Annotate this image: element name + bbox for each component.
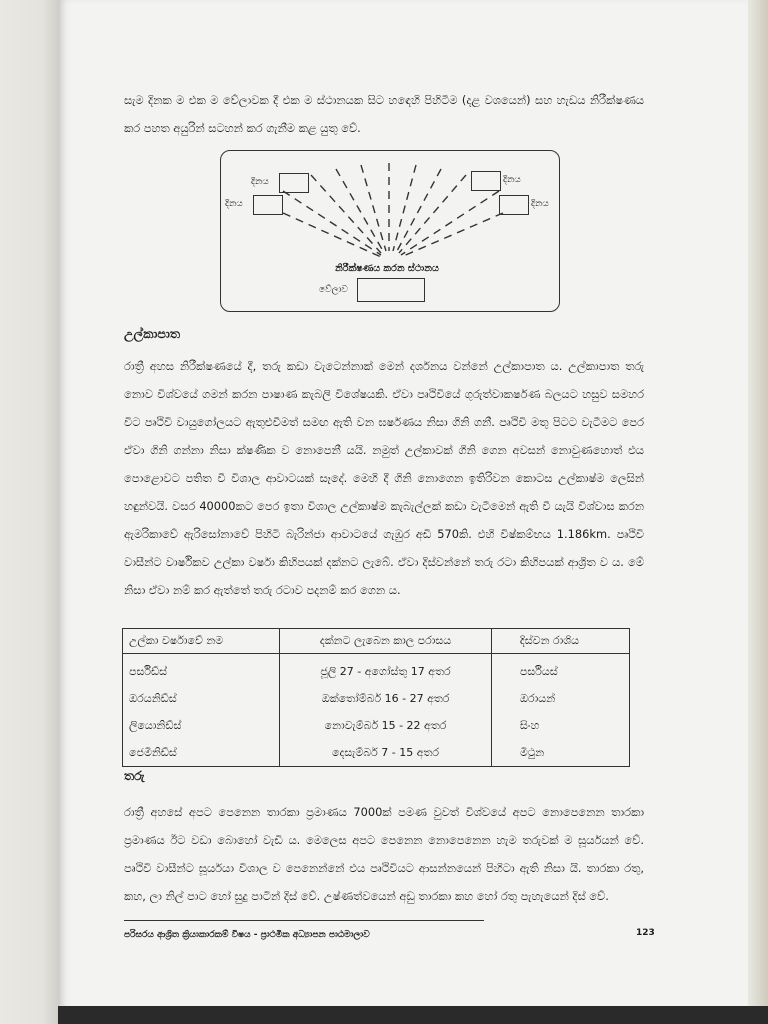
moon-observation-diagram [220,150,560,312]
page-number: 123 [636,928,655,938]
constellation: පර්සියස් [491,654,629,686]
footer-divider [124,920,484,921]
sight-line [361,165,386,251]
shower-name: ලියොනිඩ්ස් [123,712,280,739]
shower-name: ජෙමිනිඩ්ස් [123,739,280,767]
bottom-shadow [58,1006,768,1024]
table-header-row [123,629,630,654]
table-header: දක්නට ලැබෙන කාල පරාසය [280,629,492,654]
day-label: දිනය [503,175,521,185]
date-range: ඔක්තෝම්බර් 16 - 27 අතර [280,685,492,712]
constellation: ඔරායන් [491,685,629,712]
sight-line [401,213,503,257]
stars-heading: තරු [124,768,145,783]
day-box [253,195,283,215]
intro-paragraph: සැම දිනක ම එක ම වේලාවක දී එක ම ස්ථානයක සිට හඳෙහි පිහිටීම (දළ වශයෙන්) සහ හැඩය නිරීක්ෂණය කර පහත අයුරින් සටහන් කර ගැනීම කළ යුතු වේ. [124,93,644,135]
date-range: ජූලි 27 - අගෝස්තු 17 අතර [280,654,492,686]
footer-text: පරිසරය ආශ්‍රිත ක්‍රියාකාරකම් විෂය - ප්‍රාථමික අධ්‍යාපන පාඨමාලාව [124,930,370,940]
table-header: දිස්වන රාශිය [491,629,629,654]
date-range: නොවැම්බර් 15 - 22 අතර [280,712,492,739]
day-label: දිනය [531,199,549,209]
meteor-shower-table [122,628,630,767]
day-label: දිනය [251,177,269,187]
table-row [123,739,630,767]
meteors-paragraph: රාත්‍රී අහස නිරීක්ෂණයේ දී, තරු කඩා වැටෙන්නාක් මෙන් දර්ශනය වන්නේ උල්කාපාත ය. උල්කාපාත තරු නොව විශ්වයේ ගමන් කරන පාෂාණ කැබලි විශේෂයකි. ඒවා පෘථිවියේ ගුරුත්වාකර්ෂණ බලයට හසුව සමහර විට පෘථිවි වායුගෝලයට ඇතුළුවීමත් සමඟ ඇති වන ඝර්ෂණය නිසා ගිනි ගනී. පෘථිවි මතු පිටට වැටීමට පෙර ඒවා ගිනි ගන්නා නිසා ක්ෂණික ව නොපෙනී යයි. නමුත් උල්කාවක් ගිනි ගෙන අවසන් නොවුණහොත් එය පොළොවට පතිත වී විශාල ආවාටයක් සෑදේ. මෙහි දී ගිනි නොගෙන ඉතිරිවන කොටස උල්කාෂ්ම ලෙසින් හඳුන්වයි. වසර 40000කට පෙර ඉතා විශාල උල්කාෂ්ම කැබැල්ලක් කඩා වැටීමෙන් ඇති වී යැයි විශ්වාස කරන ඇමරිකාවේ ඇරිසෝනාවේ පිහිටි බැරින්ජා ආවාටයේ ගැඹුර අඩි 570කි. එහි විෂ්කම්භය 1.186km. පෘථිවි වාසීන්ට වාර්ෂිකව උල්කා වර්ෂා කිහිපයක් දක්නට ලැබේ. ඒවා දිස්වන්නේ තරු රටා කිහිපයක් ආශ්‍රිත ව ය. මේ නිසා ඒවා නම් කර ඇත්තේ තරු රටාව පදනම් කර ගෙන ය. [124,359,644,597]
sight-line [283,213,381,257]
table-header: උල්කා වර්ෂාවේ නම [123,629,280,654]
page-edge [748,0,768,1024]
time-box [357,278,425,302]
time-label: වේලාව [319,285,348,295]
constellation: සිංහ [491,712,629,739]
table-row [123,685,630,712]
shower-name: පර්සිඩ්ස් [123,654,280,686]
table-row [123,712,630,739]
date-range: දෙසැම්බර් 7 - 15 අතර [280,739,492,767]
shower-name: ඔරයනිඩ්ස් [123,685,280,712]
stars-paragraph: රාත්‍රී අහසේ අපට පෙනෙන තාරකා ප්‍රමාණය 7000ක් පමණ වුවත් විශ්වයේ අපට නොපෙනෙන තාරකා ප්‍රමාණය ඊට වඩා බොහෝ වැඩි ය. මෙලෙස අපට පෙනෙන නොපෙනෙන හැම තරුවක් ම සූර්යයන් වේ. පෘථිවි වාසීන්ට සූර්යයා විශාල ව පෙනෙන්නේ එය පෘථිවියට ආසන්නයෙන් පිහිටා ඇති නිසා යි. තාරකා රතු, කහ, ලා නිල් පාට හෝ සුදු පාටින් දිස් වේ. උෂ්ණත්වයෙන් අඩු තාරකා කහ හෝ රතු පැහැයෙන් දිස් වේ. [124,805,644,903]
sight-line [401,191,499,255]
left-page [0,0,60,1024]
meteors-heading: උල්කාපාත [124,326,181,341]
day-box [471,171,501,191]
day-label: දිනය [225,199,243,209]
sight-line [393,165,416,251]
day-box [499,195,529,215]
table-row [123,654,630,686]
constellation: මිථුන [491,739,629,767]
station-label: නිරීක්ෂණය කරන ස්ථානය [335,263,439,274]
sight-line [399,175,466,253]
day-box [279,173,309,193]
